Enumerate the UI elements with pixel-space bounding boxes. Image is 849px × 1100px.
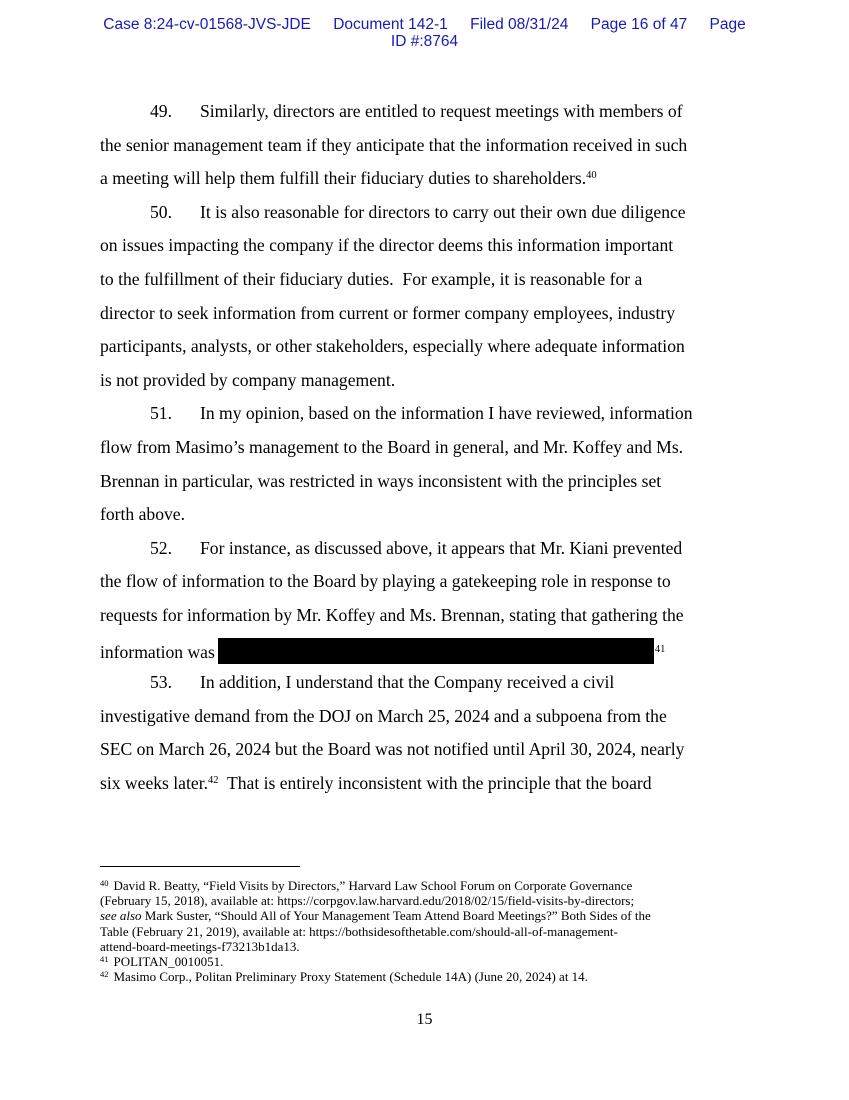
paragraph-51-line: forth above. <box>100 504 186 525</box>
paragraph-53-line: investigative demand from the DOJ on March 25, 2024 and a subpoena from the <box>100 705 667 726</box>
body-text <box>100 95 760 800</box>
paragraph-52-line: requests for information by Mr. Koffey and Ms. Brennan, stating that gathering the <box>100 604 684 625</box>
paragraph-50-line: is not provided by company management. <box>100 369 396 390</box>
paragraph-text: That is entirely inconsistent with the principle that the board <box>218 772 652 793</box>
filed-date: Filed 08/31/24 <box>470 16 569 33</box>
paragraph-number: 53. <box>150 672 172 693</box>
footnote-text: POLITAN_0010051. <box>113 954 224 970</box>
page-label: Page 16 of 47 <box>590 16 688 33</box>
paragraph-49-line <box>100 162 760 196</box>
redaction-block <box>218 638 654 664</box>
paragraph-50-line: director to seek information from current or former company employees, industry <box>100 302 676 323</box>
paragraph-52-line: the flow of information to the Board by playing a gatekeeping role in response to <box>100 571 671 592</box>
footnote-40-line: (February 15, 2018), available at: https://corpgov.law.harvard.edu/2018/02/15/field-visits-by-directors; <box>100 893 635 909</box>
paragraph-51-line <box>100 397 760 431</box>
paragraph-text: Similarly, directors are entitled to request meetings with members of <box>200 101 683 121</box>
case-header <box>0 16 849 50</box>
footnote-ref-41: 41 <box>654 643 666 655</box>
footnotes <box>100 878 760 984</box>
footnote-40 <box>100 878 760 893</box>
page-id: ID #:8764 <box>390 33 459 50</box>
paragraph-50-line: on issues impacting the company if the director deems this information important <box>100 235 674 256</box>
paragraph-text: For instance, as discussed above, it appears that Mr. Kiani prevented <box>200 537 683 558</box>
paragraph-50-line: participants, analysts, or other stakeholders, especially where adequate information <box>100 336 685 357</box>
document-number: Document 142-1 <box>333 16 448 33</box>
paragraph-51-line: flow from Masimo’s management to the Board in general, and Mr. Koffey and Ms. <box>100 436 684 457</box>
paragraph-number: 52. <box>150 537 172 558</box>
paragraph-number: 50. <box>150 201 172 222</box>
paragraph-49-line <box>100 95 760 129</box>
paragraph-text: a meeting will help them fulfill their fiduciary duties to shareholders. <box>100 168 587 189</box>
footnote-separator <box>100 866 300 867</box>
paragraph-text: six weeks later. <box>100 772 208 793</box>
paragraph-52-line <box>100 633 760 667</box>
page-number: 15 <box>416 1011 433 1028</box>
paragraph-51-line: Brennan in particular, was restricted in ways inconsistent with the principles set <box>100 470 662 491</box>
paragraph-number: 51. <box>150 403 172 424</box>
footnote-40-line <box>100 908 760 923</box>
paragraph-53-line: SEC on March 26, 2024 but the Board was not notified until April 30, 2024, nearly <box>100 739 685 760</box>
paragraph-number: 49. <box>150 101 172 121</box>
footnote-40-line: attend-board-meetings-f73213b1da13. <box>100 938 300 954</box>
paragraph-text: It is also reasonable for directors to carry out their own due diligence <box>200 201 686 222</box>
paragraph-53-line <box>100 666 760 700</box>
paragraph-text: information was <box>100 641 215 662</box>
paragraph-text: In my opinion, based on the information I have reviewed, information <box>200 403 693 424</box>
footnote-ref-42: 42 <box>207 774 219 786</box>
footnote-italic: see also <box>100 908 142 924</box>
footnote-ref-40: 40 <box>586 170 597 182</box>
paragraph-50-line <box>100 196 760 230</box>
footnote-40-line: Table (February 21, 2019), available at: https://bothsidesofthetable.com/should-all-of-management- <box>100 923 618 939</box>
paragraph-53-line <box>100 767 760 801</box>
paragraph-text: In addition, I understand that the Company received a civil <box>200 672 615 693</box>
paragraph-49-line: the senior management team if they anticipate that the information received in such <box>100 134 688 155</box>
case-number: Case 8:24-cv-01568-JVS-JDE <box>103 16 311 33</box>
footnote-text: Masimo Corp., Politan Preliminary Proxy Statement (Schedule 14A) (June 20, 2024) at 14. <box>113 969 588 985</box>
footnote-41 <box>100 954 760 969</box>
footnote-text: David R. Beatty, “Field Visits by Directors,” Harvard Law School Forum on Corporate Governance <box>113 878 633 893</box>
footnote-number: 42 <box>100 969 109 980</box>
page-word: Page <box>709 16 746 33</box>
footnote-42 <box>100 969 760 984</box>
footnote-number: 41 <box>100 954 109 965</box>
paragraph-50-line: to the fulfillment of their fiduciary duties. For example, it is reasonable for a <box>100 268 643 289</box>
footnote-text: Mark Suster, “Should All of Your Management Team Attend Board Meetings?” Both Sides of the <box>141 908 651 924</box>
footnote-number: 40 <box>100 878 109 888</box>
paragraph-52-line <box>100 532 760 566</box>
